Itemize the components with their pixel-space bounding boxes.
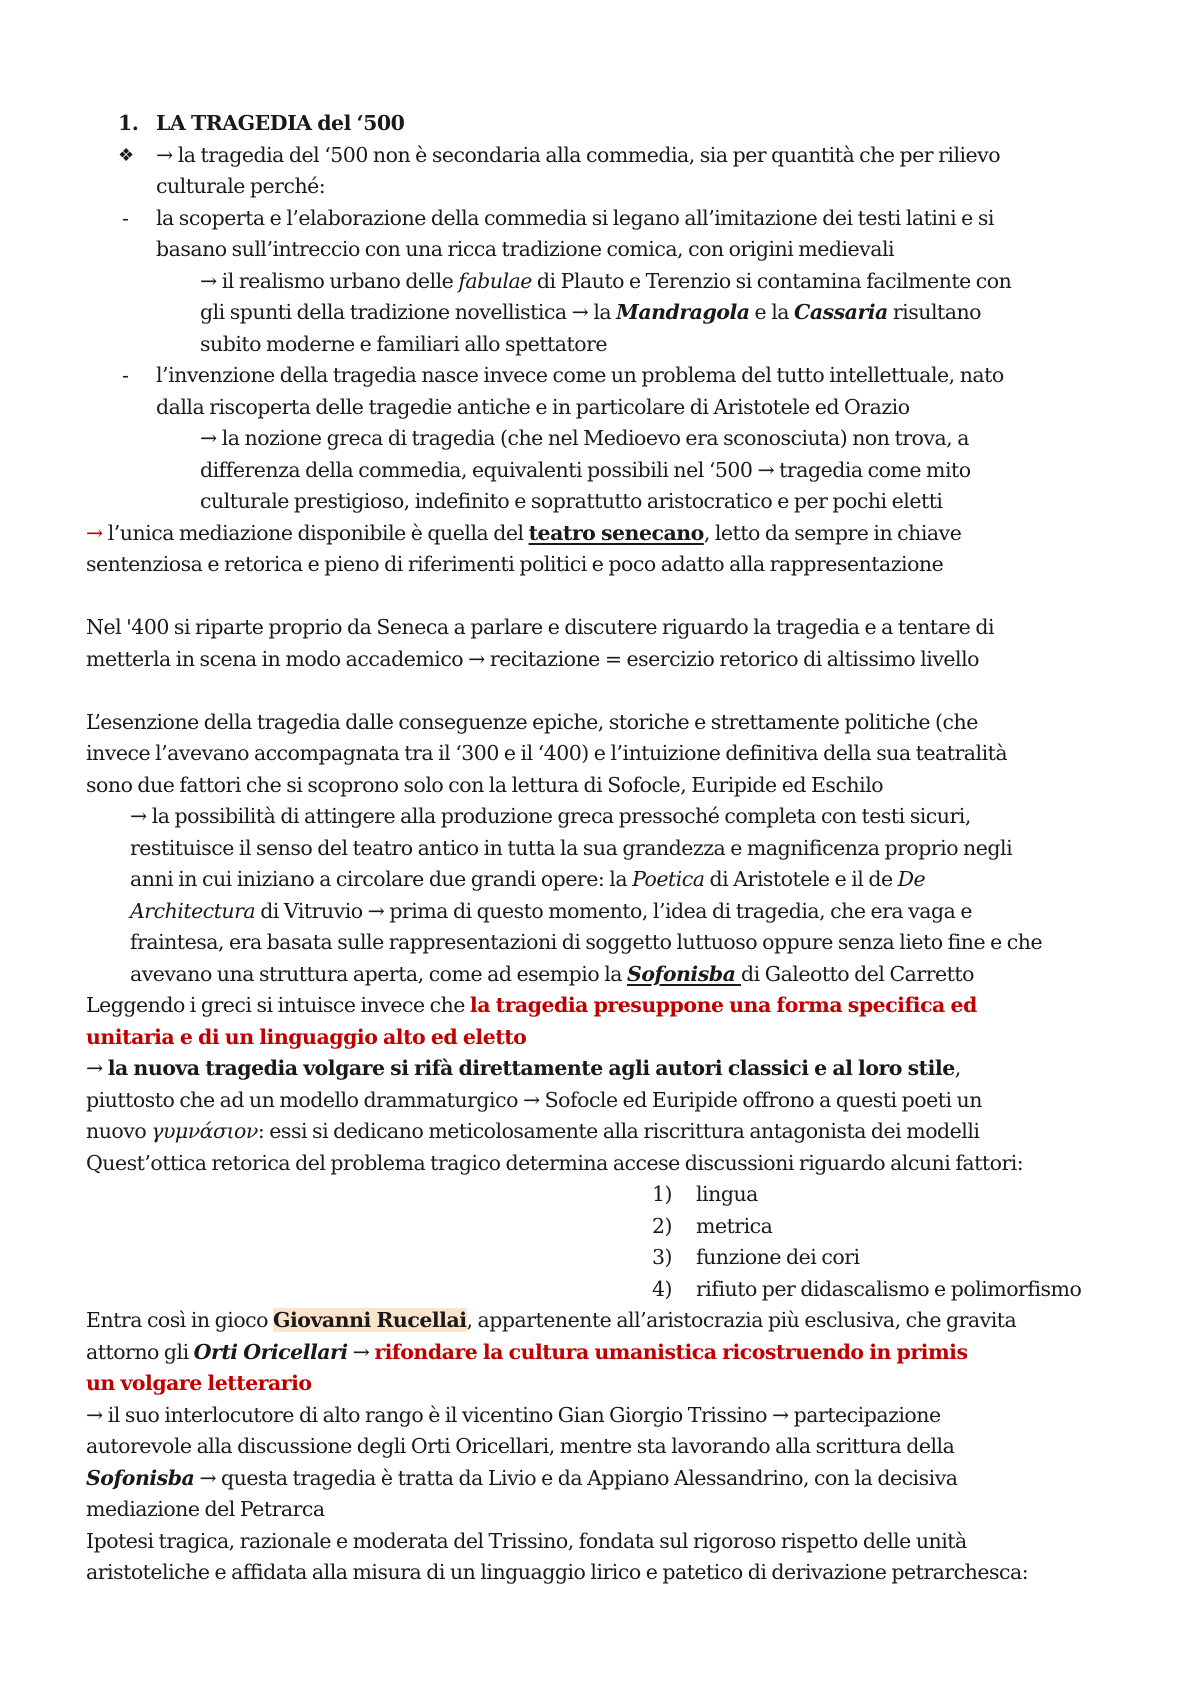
text-span: di Plauto e Terenzio si contamina facilmente con bbox=[531, 268, 1012, 293]
text-span: → il realismo urbano delle bbox=[200, 268, 459, 293]
highlighted-name: Giovanni Rucellai bbox=[273, 1308, 467, 1332]
text-span: di Aristotele e il de bbox=[704, 867, 898, 891]
text-span: → bbox=[347, 1339, 375, 1364]
title-mandragola: Mandragola bbox=[616, 300, 750, 324]
greek-word: γυμνάσιον bbox=[151, 1119, 258, 1143]
text-line: Quest’ottica retorica del problema tragico determina accese discussioni riguardo alcuni fattori: bbox=[86, 1150, 1024, 1175]
text-line bbox=[200, 266, 1120, 298]
section-heading bbox=[86, 108, 1120, 140]
arrow-icon: → bbox=[86, 520, 103, 545]
text-line: Ipotesi tragica, razionale e moderata del Trissino, fondata sul rigoroso rispetto delle unità bbox=[86, 1528, 967, 1553]
text-span: e la bbox=[749, 300, 794, 324]
title-de: De bbox=[897, 867, 926, 891]
dash-bullet-icon: - bbox=[122, 205, 129, 230]
text-line: → la possibilità di attingere alla produzione greca pressoché completa con testi sicuri, bbox=[130, 804, 971, 828]
text-line bbox=[86, 518, 1120, 550]
text-line bbox=[86, 1116, 1120, 1148]
list-text: metrica bbox=[696, 1213, 773, 1238]
text-span: nuovo bbox=[86, 1119, 152, 1143]
dash-item-commedia bbox=[86, 203, 1120, 266]
text-span: di Vitruvio → prima di questo momento, l’idea di tragedia, che era vaga e bbox=[255, 898, 972, 923]
text-line: subito moderne e familiari allo spettatore bbox=[200, 331, 608, 356]
text-line: metterla in scena in modo accademico → recitazione = esercizio retorico di altissimo livello bbox=[86, 646, 980, 671]
text-span: , bbox=[954, 1056, 961, 1080]
text-line: Nel '400 si riparte proprio da Seneca a parlare e discutere riguardo la tragedia e a tentare di bbox=[86, 615, 995, 639]
paragraph-gap bbox=[86, 675, 1120, 707]
list-text: funzione dei cori bbox=[696, 1245, 860, 1269]
text-span: → questa tragedia è tratta da Livio e da Appiano Alessandrino, con la decisiva bbox=[194, 1465, 958, 1490]
teatro-senecano: teatro senecano bbox=[528, 520, 704, 545]
text-span: risultano bbox=[887, 300, 982, 324]
highlight-red: unitaria e di un linguaggio alto ed eletto bbox=[86, 1024, 527, 1049]
list-number: 2) bbox=[652, 1213, 673, 1238]
text-line: → la nozione greca di tragedia (che nel Medioevo era sconosciuta) non trova, a bbox=[200, 426, 969, 450]
list-number: 4) bbox=[652, 1276, 673, 1301]
text-line: fraintesa, era basata sulle rappresentazioni di soggetto luttuoso oppure senza lieto fine e che bbox=[130, 930, 1043, 954]
text-line: restituisce il senso del teatro antico in tutta la sua grandezza e magnificenza proprio negli bbox=[130, 835, 1013, 860]
highlight-red: rifondare la cultura umanistica ricostruendo in primis bbox=[374, 1339, 968, 1364]
text-span: avevano una struttura aperta, come ad esempio la bbox=[130, 961, 628, 986]
text-line bbox=[86, 990, 1120, 1022]
text-line bbox=[130, 959, 1120, 991]
text-line: culturale prestigioso, indefinito e soprattutto aristocratico e per pochi eletti bbox=[200, 489, 943, 513]
text-line bbox=[130, 864, 1120, 896]
title-poetica: Poetica bbox=[632, 867, 705, 891]
text-span: attorno gli bbox=[86, 1339, 194, 1364]
text-line: aristoteliche e affidata alla misura di un linguaggio lirico e patetico di derivazione petrarchesca: bbox=[86, 1560, 1029, 1584]
dash-bullet-icon: - bbox=[122, 363, 129, 387]
text-line: mediazione del Petrarca bbox=[86, 1497, 325, 1521]
sub-paragraph-tragedia bbox=[86, 423, 1120, 518]
bullet-item bbox=[86, 140, 1120, 203]
list-item bbox=[652, 1211, 1120, 1243]
list-text: lingua bbox=[696, 1182, 758, 1206]
text-span: , letto da sempre in chiave bbox=[703, 520, 962, 545]
diamond-bullet-icon: ❖ bbox=[118, 144, 134, 166]
factors-list bbox=[86, 1179, 1120, 1305]
list-number: 3) bbox=[652, 1245, 673, 1269]
text-span: : essi si dedicano meticolosamente alla riscrittura antagonista dei modelli bbox=[257, 1119, 980, 1143]
text-span: gli spunti della tradizione novellistica → la bbox=[200, 300, 617, 324]
indented-paragraph bbox=[86, 801, 1120, 990]
text-line: la scoperta e l’elaborazione della commedia si legano all’imitazione dei testi latini e si bbox=[156, 205, 994, 230]
text-line bbox=[86, 1463, 1120, 1495]
list-item bbox=[652, 1274, 1120, 1306]
text-line bbox=[200, 297, 1120, 329]
orti-oricellari: Orti Oricellari bbox=[193, 1339, 348, 1364]
text-line: L’esenzione della tragedia dalle conseguenze epiche, storiche e strettamente politiche (che bbox=[86, 709, 978, 734]
dash-item-tragedia bbox=[86, 360, 1120, 423]
list-text: rifiuto per didascalismo e polimorfismo bbox=[696, 1276, 1082, 1301]
text-line: differenza della commedia, equivalenti possibili nel ‘500 → tragedia come mito bbox=[200, 457, 971, 482]
sub-paragraph-commedia bbox=[86, 266, 1120, 361]
text-span: l’unica mediazione disponibile è quella del bbox=[102, 520, 529, 545]
heading-number: 1. bbox=[118, 111, 139, 135]
highlight-red: la tragedia presuppone una forma specifica ed bbox=[469, 993, 977, 1017]
text-span: , appartenente all’aristocrazia più esclusiva, che gravita bbox=[466, 1308, 1017, 1332]
list-item bbox=[652, 1179, 1120, 1211]
text-line bbox=[130, 896, 1120, 928]
highlight-red: un volgare letterario bbox=[86, 1371, 312, 1395]
text-line: piuttosto che ad un modello drammaturgico → Sofocle ed Euripide offrono a questi poeti un bbox=[86, 1087, 982, 1112]
text-span: Entra così in gioco bbox=[86, 1308, 273, 1332]
arrow-icon: → bbox=[86, 1056, 108, 1080]
text-line bbox=[86, 1305, 1120, 1337]
text-span: di Galeotto del Carretto bbox=[741, 961, 974, 986]
text-line bbox=[86, 1337, 1120, 1369]
text-line bbox=[86, 1053, 1120, 1085]
text-line: autorevole alla discussione degli Orti Oricellari, mentre sta lavorando alla scrittura della bbox=[86, 1434, 955, 1458]
text-line: invece l’avevano accompagnata tra il ‘300 e il ‘400) e l’intuizione definitiva della sua teatralità bbox=[86, 741, 1008, 765]
text-line: l’invenzione della tragedia nasce invece come un problema del tutto intellettuale, nato bbox=[156, 363, 1004, 387]
text-line: → la tragedia del ‘500 non è secondaria alla commedia, sia per quantità che per rilievo bbox=[156, 142, 1001, 167]
text-line: sentenziosa e retorica e pieno di riferimenti politici e poco adatto alla rappresentazione bbox=[86, 552, 944, 576]
list-number: 1) bbox=[652, 1182, 673, 1206]
title-sofonisba: Sofonisba bbox=[86, 1465, 195, 1490]
text-line: → il suo interlocutore di alto rango è il vicentino Gian Giorgio Trissino → partecipazione bbox=[86, 1402, 941, 1427]
text-span: anni in cui iniziano a circolare due grandi opere: la bbox=[130, 867, 633, 891]
text-line: basano sull’intreccio con una ricca tradizione comica, con origini medievali bbox=[156, 237, 895, 261]
bold-statement: la nuova tragedia volgare si rifà direttamente agli autori classici e al loro stile bbox=[107, 1056, 955, 1080]
text-line: culturale perché: bbox=[156, 174, 326, 198]
text-span: Leggendo i greci si intuisce invece che bbox=[86, 993, 470, 1017]
text-line: dalla riscoperta delle tragedie antiche e in particolare di Aristotele ed Orazio bbox=[156, 394, 910, 419]
heading-text: LA TRAGEDIA del ‘500 bbox=[156, 111, 405, 135]
title-sofonisba: Sofonisba bbox=[627, 961, 741, 986]
list-item bbox=[652, 1242, 1120, 1274]
paragraph-gap bbox=[86, 581, 1120, 613]
title-architectura: Architectura bbox=[130, 898, 256, 923]
text-line: sono due fattori che si scoprono solo con la lettura di Sofocle, Euripide ed Eschilo bbox=[86, 772, 884, 797]
title-cassaria: Cassaria bbox=[794, 300, 888, 324]
title-fabulae: fabulae bbox=[458, 268, 532, 293]
